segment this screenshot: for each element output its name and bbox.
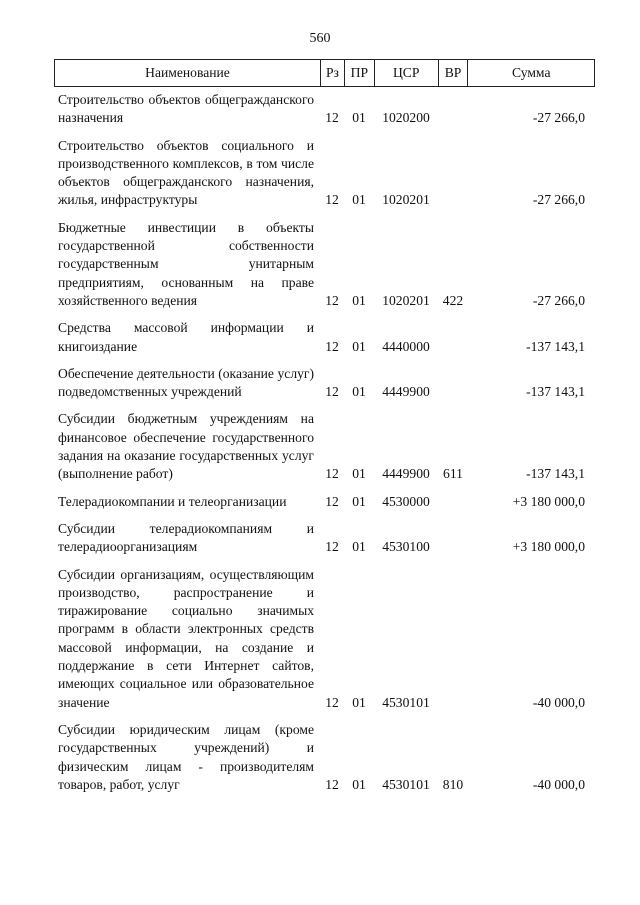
table-header bbox=[54, 59, 595, 87]
page-number: 560 bbox=[309, 31, 331, 46]
row-csr: 1020201 bbox=[382, 192, 430, 208]
row-pr: 01 bbox=[352, 539, 366, 555]
row-csr: 1020201 bbox=[382, 292, 430, 308]
row-vr: 810 bbox=[442, 776, 464, 792]
row-name: Субсидии организациям, осуществляющим производство, распространение и тиражирование социально значимых программ в области электронных средств массовой информации, на создание и поддержание в сети Интернет сайтов, имеющих социальное или образовательное значение bbox=[58, 566, 314, 710]
row-name: Телерадиокомпании и телеорганизации bbox=[58, 493, 287, 509]
table-body bbox=[54, 87, 595, 794]
row-csr: 4449900 bbox=[382, 384, 430, 400]
table-row bbox=[54, 219, 595, 310]
row-sum: -137 143,1 bbox=[526, 466, 585, 482]
row-sum: -27 266,0 bbox=[532, 110, 585, 126]
row-pr: 01 bbox=[352, 110, 366, 126]
row-rz: 12 bbox=[325, 694, 339, 710]
row-csr: 4440000 bbox=[382, 338, 430, 354]
row-csr: 4530100 bbox=[382, 539, 430, 555]
row-pr: 01 bbox=[352, 338, 366, 354]
row-sum: +3 180 000,0 bbox=[512, 493, 585, 509]
row-name: Субсидии юридическим лицам (кроме государственных учреждений) и физическим лицам - производителям товаров, работ, услуг bbox=[58, 721, 314, 792]
table-row bbox=[54, 137, 595, 210]
header-vr: ВР bbox=[438, 60, 468, 86]
row-csr: 4530101 bbox=[382, 776, 430, 792]
row-rz: 12 bbox=[325, 292, 339, 308]
row-csr: 4530000 bbox=[382, 493, 430, 509]
row-vr: 422 bbox=[442, 292, 464, 308]
row-pr: 01 bbox=[352, 466, 366, 482]
budget-table bbox=[54, 59, 595, 794]
row-sum: -27 266,0 bbox=[532, 292, 585, 308]
row-pr: 01 bbox=[352, 192, 366, 208]
row-pr: 01 bbox=[352, 776, 366, 792]
table-row bbox=[54, 410, 595, 483]
row-rz: 12 bbox=[325, 192, 339, 208]
table-row bbox=[54, 91, 595, 128]
row-name: Строительство объектов общегражданского назначения bbox=[58, 92, 314, 126]
row-rz: 12 bbox=[325, 539, 339, 555]
row-name: Средства массовой информации и книгоиздание bbox=[58, 320, 314, 354]
table-row bbox=[54, 520, 595, 557]
row-csr: 1020200 bbox=[382, 110, 430, 126]
row-rz: 12 bbox=[325, 384, 339, 400]
row-sum: -40 000,0 bbox=[532, 694, 585, 710]
row-pr: 01 bbox=[352, 493, 366, 509]
row-rz: 12 bbox=[325, 338, 339, 354]
header-sum: Сумма bbox=[467, 60, 594, 86]
row-rz: 12 bbox=[325, 776, 339, 792]
table-row bbox=[54, 721, 595, 794]
row-sum: -40 000,0 bbox=[532, 776, 585, 792]
row-vr: 611 bbox=[443, 466, 463, 482]
row-rz: 12 bbox=[325, 466, 339, 482]
header-csr: ЦСР bbox=[374, 60, 438, 86]
row-pr: 01 bbox=[352, 384, 366, 400]
row-sum: -137 143,1 bbox=[526, 384, 585, 400]
row-sum: -27 266,0 bbox=[532, 192, 585, 208]
table-row bbox=[54, 493, 595, 511]
table-row bbox=[54, 566, 595, 712]
row-name: Субсидии бюджетным учреждениям на финансовое обеспечение государственного задания на оказание государственных услуг (выполнение работ) bbox=[58, 411, 314, 482]
row-name: Строительство объектов социального и производственного комплексов, в том числе объектов общегражданского назначения, жилья, инфраструктуры bbox=[58, 137, 314, 208]
row-csr: 4530101 bbox=[382, 694, 430, 710]
table-row bbox=[54, 365, 595, 402]
row-sum: +3 180 000,0 bbox=[512, 539, 585, 555]
header-name: Наименование bbox=[145, 65, 230, 80]
header-rz: Рз bbox=[320, 60, 344, 86]
row-name: Обеспечение деятельности (оказание услуг) подведомственных учреждений bbox=[58, 365, 314, 400]
row-sum: -137 143,1 bbox=[526, 338, 585, 354]
row-pr: 01 bbox=[352, 694, 366, 710]
table-row bbox=[54, 319, 595, 356]
row-rz: 12 bbox=[325, 493, 339, 509]
row-rz: 12 bbox=[325, 110, 339, 126]
row-csr: 4449900 bbox=[382, 466, 430, 482]
row-name: Субсидии телерадиокомпаниям и телерадиоорганизациям bbox=[58, 520, 314, 555]
row-name: Бюджетные инвестиции в объекты государственной собственности государственным унитарным предприятиям, основанным на праве хозяйственного ведения bbox=[58, 219, 314, 308]
row-pr: 01 bbox=[352, 292, 366, 308]
header-pr: ПР bbox=[344, 60, 374, 86]
